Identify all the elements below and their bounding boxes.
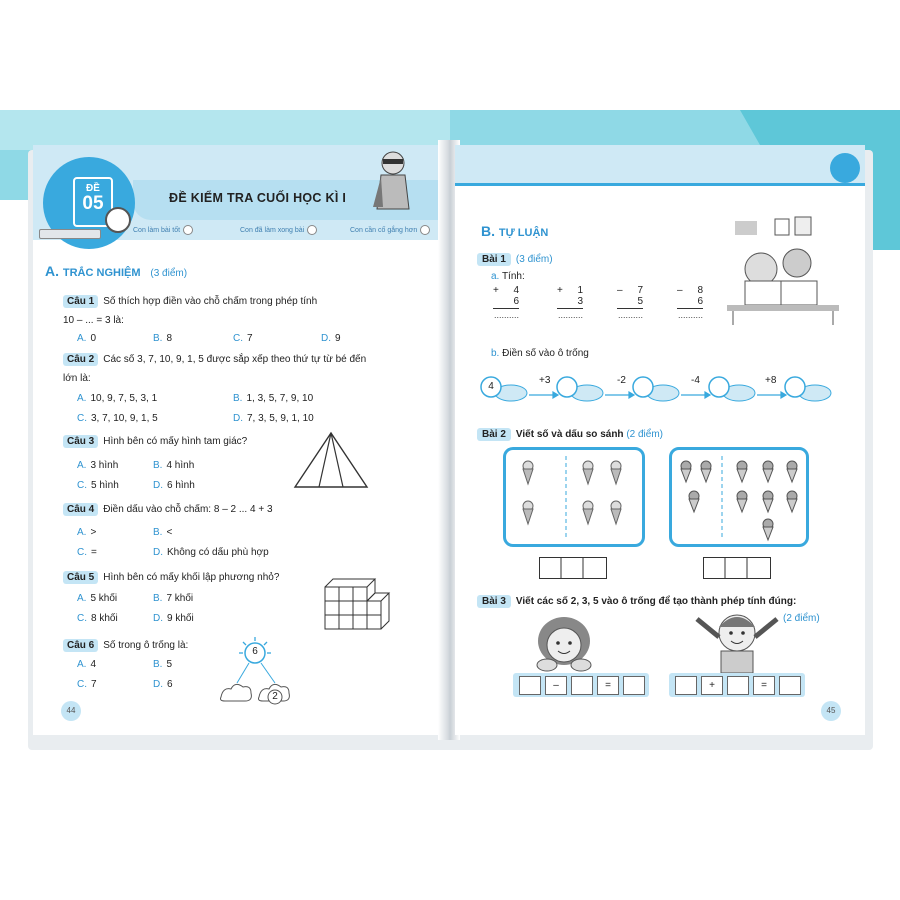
question-tag: Câu 2: [63, 353, 98, 366]
calc-line: [617, 308, 643, 309]
option-letter: A.: [77, 593, 87, 604]
option-text: 7 khối: [166, 593, 194, 604]
status-label: Con đã làm xong bài: [240, 226, 305, 234]
calc-line: [557, 308, 583, 309]
question-text: Các số 3, 7, 10, 9, 1, 5 được sắp xếp theo thứ tự từ bé đến: [103, 354, 367, 365]
question-text: Hình bên có mấy hình tam giác?: [103, 436, 248, 447]
question-2: [63, 353, 366, 366]
option-text: 0: [90, 333, 97, 344]
option[interactable]: [153, 527, 172, 538]
option-letter: D.: [321, 333, 331, 344]
option-letter: A.: [77, 659, 87, 670]
calc-bottom: 5: [637, 296, 643, 307]
pencil-icon: [39, 229, 101, 239]
option-text: 7, 3, 5, 9, 1, 10: [247, 413, 314, 424]
equation-frame-2: [669, 673, 805, 697]
option-text: 5: [166, 659, 173, 670]
answer-dots[interactable]: ..........: [677, 310, 703, 320]
equation-operator: +: [701, 676, 723, 695]
option-letter: C.: [77, 547, 87, 558]
triangle-figure: [291, 429, 371, 491]
option[interactable]: [77, 593, 117, 604]
question-text: Hình bên có mấy khối lập phương nhỏ?: [103, 572, 280, 583]
question-text: Điền dấu vào chỗ chấm: 8 – 2 ... 4 + 3: [103, 504, 273, 515]
section-b-title: [481, 223, 548, 239]
bai-1-heading: [477, 253, 553, 266]
option-text: 3 hình: [90, 460, 119, 471]
badge-number: 05: [82, 193, 104, 214]
section-name: TRẮC NGHIỆM: [62, 267, 141, 279]
calc-column: [617, 285, 643, 320]
page-number: 44: [61, 701, 81, 721]
option[interactable]: [77, 679, 97, 690]
sun-number: 6: [252, 646, 258, 657]
option-letter: B.: [153, 333, 163, 344]
question-tag: Câu 5: [63, 571, 98, 584]
option-text: 10, 9, 7, 5, 3, 1: [90, 393, 158, 404]
calc-operator: –: [677, 285, 683, 296]
calc-bottom: 6: [697, 296, 703, 307]
calc-top: 4: [513, 285, 519, 296]
left-page: [33, 145, 441, 735]
bai-2-heading: [477, 428, 663, 441]
question-tag: Câu 4: [63, 503, 98, 516]
equation-blank[interactable]: [727, 676, 749, 695]
answer-box-dividers: [539, 557, 605, 579]
exercise-tag: Bài 2: [477, 428, 511, 441]
option-letter: D.: [153, 613, 163, 624]
calc-operator: +: [557, 285, 563, 296]
ice-cream-panel-left: [503, 447, 645, 547]
option-letter: A.: [77, 393, 87, 404]
section-a-title: [45, 263, 187, 279]
option-letter: A.: [77, 460, 87, 471]
option[interactable]: [233, 333, 253, 344]
superhero-avatar-icon: [830, 153, 860, 183]
option-text: 9: [335, 333, 341, 344]
option-text: =: [91, 547, 97, 558]
exercise-text: Viết các số 2, 3, 5 vào ô trống để tạo thành phép tính đúng:: [515, 596, 797, 607]
bai-1b-heading: [491, 348, 589, 359]
boy-illustration: [687, 607, 787, 673]
option-text: 5 hình: [91, 480, 119, 491]
exercise-tag: Bài 3: [477, 595, 511, 608]
option[interactable]: [153, 593, 193, 604]
status-checkbox[interactable]: [183, 225, 193, 235]
calc-operator: –: [617, 285, 623, 296]
self-assessment-row: [125, 225, 441, 239]
status-label: Con làm bài tốt: [133, 226, 181, 234]
page-title: ĐỀ KIỂM TRA CUỐI HỌC KÌ I: [169, 191, 347, 205]
option[interactable]: [153, 460, 194, 471]
question-1-line-2: 10 – ... = 3 là:: [63, 315, 124, 326]
ice-cream-group-icon: [506, 450, 642, 544]
option[interactable]: [77, 413, 158, 424]
calc-top: 7: [637, 285, 643, 296]
option[interactable]: [77, 659, 96, 670]
equation-blank[interactable]: [571, 676, 593, 695]
question-4: [63, 503, 273, 516]
status-item: [350, 225, 430, 235]
calc-column: [493, 285, 519, 320]
question-3: [63, 435, 247, 448]
option[interactable]: [77, 480, 119, 491]
bai-1a-heading: [491, 271, 525, 282]
question-tag: Câu 1: [63, 295, 98, 308]
status-label: Con cần cố gắng hơn: [350, 226, 418, 234]
part-label: a.: [491, 271, 500, 282]
ice-cream-group-icon: [672, 450, 806, 544]
option[interactable]: [77, 393, 157, 404]
page-number: 45: [821, 701, 841, 721]
bee-sequence-figure: [463, 371, 853, 411]
exercise-text: Viết số và dấu so sánh: [515, 429, 624, 440]
option[interactable]: [153, 659, 172, 670]
option-letter: C.: [77, 613, 87, 624]
section-name: TỰ LUẬN: [498, 227, 549, 239]
option-letter: C.: [77, 679, 87, 690]
superhero-boy-icon: [373, 149, 413, 219]
question-6: [63, 639, 188, 652]
equation-blank[interactable]: [675, 676, 697, 695]
equation-blank[interactable]: [779, 676, 801, 695]
exercise-tag: Bài 1: [477, 253, 511, 266]
exercise-points: (2 điểm): [626, 429, 664, 440]
option-text: 6: [167, 679, 173, 690]
question-text: Số thích hợp điền vào chỗ chấm trong phép tính: [103, 296, 318, 307]
sequence-op: +3: [539, 375, 551, 386]
calc-top: 1: [577, 285, 583, 296]
calc-bottom: 3: [577, 296, 583, 307]
option-text: 7: [247, 333, 253, 344]
badge-label: ĐỀ: [86, 183, 100, 194]
option[interactable]: [77, 527, 96, 538]
status-checkbox[interactable]: [307, 225, 317, 235]
option-text: 4: [90, 659, 97, 670]
calc-operator: +: [493, 285, 499, 296]
option-letter: B.: [233, 393, 243, 404]
option[interactable]: [77, 547, 97, 558]
answer-box-dividers: [703, 557, 769, 579]
option[interactable]: [153, 679, 173, 690]
part-text: Điền số vào ô trống: [502, 348, 589, 359]
question-tag: Câu 6: [63, 639, 98, 652]
answer-dots[interactable]: ..........: [617, 310, 643, 320]
calc-line: [493, 308, 519, 309]
equation-operator: –: [545, 676, 567, 695]
question-tag: Câu 3: [63, 435, 98, 448]
answer-dots[interactable]: ..........: [493, 310, 519, 320]
option-text: 5 khối: [90, 593, 118, 604]
option-text: 8 khối: [91, 613, 118, 624]
option[interactable]: [77, 613, 118, 624]
option-letter: A.: [77, 527, 87, 538]
girl-illustration: [529, 615, 599, 673]
option-letter: B.: [153, 593, 163, 604]
option-letter: A.: [77, 333, 87, 344]
section-letter: A.: [45, 263, 59, 279]
option[interactable]: [153, 333, 172, 344]
option-letter: D.: [153, 480, 163, 491]
option-text: 4 hình: [166, 460, 195, 471]
option[interactable]: [233, 413, 314, 424]
option-letter: B.: [153, 527, 163, 538]
sequence-op: +8: [765, 375, 777, 386]
option[interactable]: [77, 333, 96, 344]
right-page: [455, 145, 865, 735]
option-letter: C.: [77, 413, 87, 424]
section-points: (3 điểm): [150, 268, 188, 279]
option-text: 1, 3, 5, 7, 9, 10: [246, 393, 314, 404]
option-text: 9 khối: [167, 613, 194, 624]
ice-cream-panel-right: [669, 447, 809, 547]
equation-operator: =: [753, 676, 775, 695]
question-text: Số trong ô trống là:: [103, 640, 189, 651]
option[interactable]: [153, 480, 195, 491]
option-letter: C.: [77, 480, 87, 491]
sequence-op: -4: [691, 375, 700, 386]
exercise-points: (3 điểm): [515, 254, 553, 265]
header-band: [455, 145, 865, 183]
option[interactable]: [153, 547, 269, 558]
option-text: 7: [91, 679, 97, 690]
header-line: [455, 183, 865, 186]
calc-column: [557, 285, 583, 320]
cloud-number: 2: [272, 691, 278, 702]
option-letter: B.: [153, 460, 163, 471]
option-letter: B.: [153, 659, 163, 670]
status-item: [133, 225, 193, 235]
calc-column: [677, 285, 703, 320]
bai-3-points: (2 điểm): [783, 613, 820, 624]
option[interactable]: [77, 460, 118, 471]
equation-blank[interactable]: [623, 676, 645, 695]
equation-blank[interactable]: [519, 676, 541, 695]
calc-top: 8: [697, 285, 703, 296]
option-text: Không có dấu phù hợp: [167, 547, 269, 558]
sequence-start: 4: [488, 381, 494, 392]
cube-stack-figure: [321, 571, 399, 637]
option-text: 8: [166, 333, 173, 344]
question-1: [63, 295, 317, 308]
answer-dots[interactable]: ..........: [557, 310, 583, 320]
option-text: <: [166, 527, 173, 538]
option[interactable]: [233, 393, 313, 404]
equation-frame-1: [513, 673, 649, 697]
option-letter: D.: [153, 679, 163, 690]
part-text: Tính:: [501, 271, 525, 282]
question-2-line-2: lớn là:: [63, 373, 91, 384]
part-label: b.: [491, 348, 500, 359]
option-text: >: [90, 527, 97, 538]
option-text: 6 hình: [167, 480, 195, 491]
sun-cloud-figure: [219, 635, 319, 710]
section-letter: B.: [481, 223, 495, 239]
equation-operator: =: [597, 676, 619, 695]
kids-studying-illustration: [723, 215, 843, 327]
option-letter: D.: [233, 413, 243, 424]
option-letter: D.: [153, 547, 163, 558]
option[interactable]: [153, 613, 194, 624]
option-text: 3, 7, 10, 9, 1, 5: [91, 413, 158, 424]
question-5: [63, 571, 279, 584]
option[interactable]: [321, 333, 341, 344]
status-checkbox[interactable]: [420, 225, 430, 235]
sequence-op: -2: [617, 375, 626, 386]
calc-bottom: 6: [513, 296, 519, 307]
calc-line: [677, 308, 703, 309]
status-item: [240, 225, 317, 235]
option-letter: C.: [233, 333, 243, 344]
